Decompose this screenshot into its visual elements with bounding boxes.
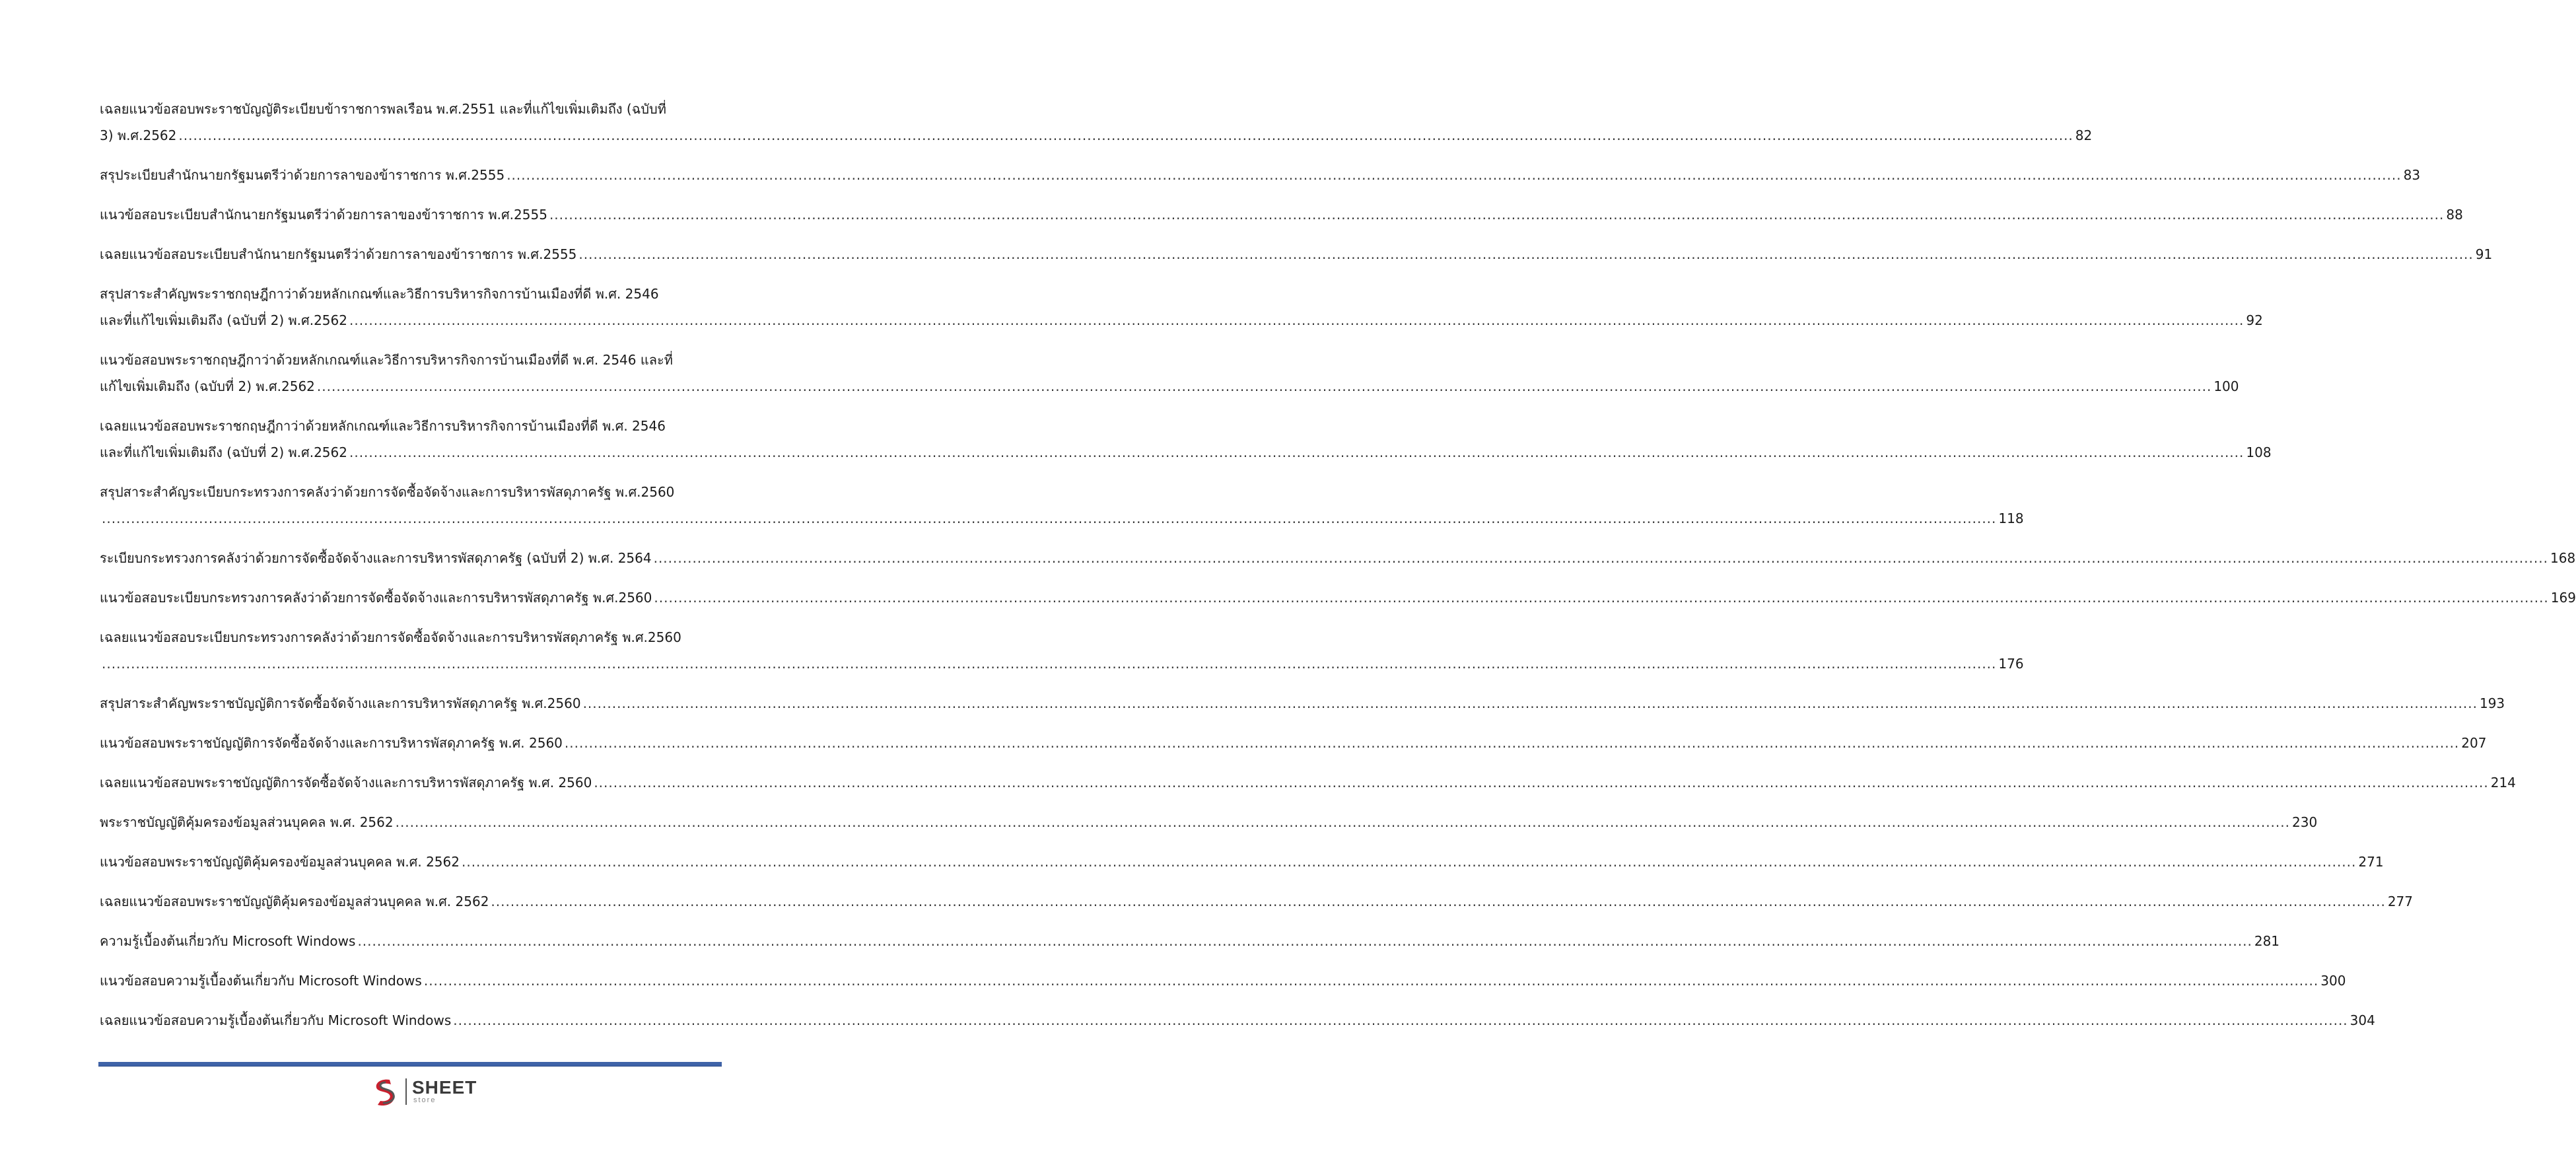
- toc-entry-title-line-1: เฉลยแนวข้อสอบพระราชบัญญัติระเบียบข้าราชการพลเรือน พ.ศ.2551 และที่แก้ไขเพิ่มเติมถึง (ฉบับที่: [100, 101, 666, 117]
- dot-leader: [317, 373, 2211, 400]
- dot-leader: [578, 241, 2473, 267]
- toc-entry[interactable]: [100, 584, 2576, 611]
- toc-entry-title: แนวข้อสอบความรู้เบื้องต้นเกี่ยวกับ Microsoft Windows: [100, 973, 422, 989]
- dot-leader: [654, 545, 2548, 571]
- toc-entry[interactable]: [100, 162, 2421, 188]
- toc-entry-title-line-1: เฉลยแนวข้อสอบระเบียบกระทรวงการคลังว่าด้วยการจัดซื้อจัดจ้างและการบริหารพัสดุภาครัฐ พ.ศ.2560: [100, 629, 681, 645]
- dot-leader: [594, 769, 2488, 796]
- toc-entry[interactable]: [100, 281, 2263, 334]
- toc-page-number: 118: [1998, 510, 2024, 526]
- toc-entry[interactable]: [100, 479, 2024, 532]
- toc-entry-title: แนวข้อสอบพระราชบัญญัติคุ้มครองข้อมูลส่วนบุคคล พ.ศ. 2562: [100, 854, 460, 870]
- dot-leader: [506, 162, 2401, 188]
- toc-entry[interactable]: [100, 545, 2576, 571]
- toc-page-number: 88: [2446, 207, 2463, 223]
- dot-leader: [491, 888, 2385, 915]
- table-of-contents: [100, 96, 2576, 1047]
- dot-leader: [102, 650, 1996, 677]
- toc-page-number: 83: [2403, 167, 2421, 183]
- sheet-store-logo: [370, 1073, 477, 1109]
- toc-entry[interactable]: [100, 809, 2318, 835]
- toc-entry-title: แนวข้อสอบระเบียบสำนักนายกรัฐมนตรีว่าด้วยการลาของข้าราชการ พ.ศ.2555: [100, 207, 547, 223]
- dot-leader: [565, 730, 2459, 756]
- toc-entry[interactable]: [100, 241, 2493, 267]
- toc-entry-title-line-2: แก้ไขเพิ่มเติมถึง (ฉบับที่ 2) พ.ศ.2562: [100, 378, 315, 394]
- toc-page-number: 300: [2320, 973, 2346, 989]
- toc-page-number: 193: [2479, 695, 2505, 711]
- dot-leader: [654, 584, 2548, 611]
- toc-page-number: 100: [2213, 378, 2239, 394]
- dot-leader: [349, 307, 2244, 334]
- toc-entry-title: เฉลยแนวข้อสอบความรู้เบื้องต้นเกี่ยวกับ Microsoft Windows: [100, 1012, 452, 1028]
- toc-page-number: 92: [2246, 312, 2263, 328]
- dot-leader: [453, 1007, 2348, 1034]
- toc-entry-title: ความรู้เบื้องต้นเกี่ยวกับ Microsoft Windows: [100, 933, 356, 949]
- logo-wordmark: [412, 1078, 477, 1104]
- toc-entry-title-line-1: สรุปสาระสำคัญพระราชกฤษฎีกาว่าด้วยหลักเกณฑ์และวิธีการบริหารกิจการบ้านเมืองที่ดี พ.ศ. 2546: [100, 286, 659, 302]
- toc-entry[interactable]: [100, 849, 2384, 875]
- toc-entry[interactable]: [100, 201, 2463, 228]
- toc-entry[interactable]: [100, 730, 2487, 756]
- toc-entry[interactable]: [100, 624, 2024, 677]
- dot-leader: [549, 201, 2444, 228]
- logo-separator: [405, 1078, 407, 1105]
- toc-entry[interactable]: [100, 967, 2346, 994]
- logo-title: SHEET: [412, 1077, 477, 1098]
- toc-entry[interactable]: [100, 928, 2280, 954]
- toc-page-number: 82: [2075, 127, 2093, 143]
- toc-page-number: 169: [2550, 590, 2576, 606]
- toc-entry[interactable]: [100, 888, 2414, 915]
- toc-page-number: 230: [2292, 814, 2318, 830]
- toc-page-number: 176: [1998, 656, 2024, 672]
- logo-subtitle: store: [413, 1096, 436, 1104]
- toc-entry-title-line-2: 3) พ.ศ.2562: [100, 127, 177, 143]
- toc-page-number: 277: [2387, 894, 2414, 909]
- toc-entry[interactable]: [100, 96, 2093, 149]
- toc-entry[interactable]: [100, 347, 2239, 400]
- toc-page-number: 214: [2490, 775, 2516, 790]
- footer-divider: [98, 1062, 722, 1067]
- toc-entry-title-line-1: แนวข้อสอบพระราชกฤษฎีกาว่าด้วยหลักเกณฑ์และวิธีการบริหารกิจการบ้านเมืองที่ดี พ.ศ. 2546 และที่: [100, 352, 673, 368]
- toc-entry-title: เฉลยแนวข้อสอบพระราชบัญญัติคุ้มครองข้อมูลส่วนบุคคล พ.ศ. 2562: [100, 894, 489, 909]
- dot-leader: [396, 809, 2290, 835]
- toc-entry[interactable]: [100, 1007, 2375, 1034]
- toc-entry-title-line-2: และที่แก้ไขเพิ่มเติมถึง (ฉบับที่ 2) พ.ศ.2562: [100, 312, 347, 328]
- toc-entry-title: ระเบียบกระทรวงการคลังว่าด้วยการจัดซื้อจัดจ้างและการบริหารพัสดุภาครัฐ (ฉบับที่ 2) พ.ศ. 2564: [100, 550, 652, 566]
- toc-page-number: 281: [2254, 933, 2280, 949]
- toc-entry[interactable]: [100, 690, 2505, 717]
- toc-page-number: 168: [2550, 550, 2576, 566]
- toc-page-number: 207: [2461, 735, 2487, 751]
- toc-entry-title: เฉลยแนวข้อสอบพระราชบัญญัติการจัดซื้อจัดจ้างและการบริหารพัสดุภาครัฐ พ.ศ. 2560: [100, 775, 592, 790]
- toc-entry-title-line-1: เฉลยแนวข้อสอบพระราชกฤษฎีกาว่าด้วยหลักเกณฑ์และวิธีการบริหารกิจการบ้านเมืองที่ดี พ.ศ. 2546: [100, 418, 666, 434]
- toc-entry-title: สรุประเบียบสำนักนายกรัฐมนตรีว่าด้วยการลาของข้าราชการ พ.ศ.2555: [100, 167, 505, 183]
- toc-entry-title: แนวข้อสอบพระราชบัญญัติการจัดซื้อจัดจ้างและการบริหารพัสดุภาครัฐ พ.ศ. 2560: [100, 735, 563, 751]
- toc-page-number: 304: [2350, 1012, 2375, 1028]
- toc-entry-title-line-1: สรุปสาระสำคัญระเบียบกระทรวงการคลังว่าด้วยการจัดซื้อจัดจ้างและการบริหารพัสดุภาครัฐ พ.ศ.2560: [100, 484, 675, 500]
- dot-leader: [424, 967, 2318, 994]
- dot-leader: [349, 439, 2244, 466]
- dot-leader: [178, 122, 2073, 149]
- dot-leader: [102, 505, 1996, 532]
- toc-entry-title: เฉลยแนวข้อสอบระเบียบสำนักนายกรัฐมนตรีว่าด้วยการลาของข้าราชการ พ.ศ.2555: [100, 246, 577, 262]
- toc-entry-title: สรุปสาระสำคัญพระราชบัญญัติการจัดซื้อจัดจ้างและการบริหารพัสดุภาครัฐ พ.ศ.2560: [100, 695, 581, 711]
- toc-entry-title-line-2: และที่แก้ไขเพิ่มเติมถึง (ฉบับที่ 2) พ.ศ.2562: [100, 444, 347, 460]
- toc-page-number: 91: [2475, 246, 2493, 262]
- sheet-store-logo-icon: [370, 1076, 401, 1107]
- toc-page-number: 108: [2246, 444, 2272, 460]
- dot-leader: [357, 928, 2252, 954]
- toc-page-number: 271: [2358, 854, 2384, 870]
- toc-entry-title: แนวข้อสอบระเบียบกระทรวงการคลังว่าด้วยการจัดซื้อจัดจ้างและการบริหารพัสดุภาครัฐ พ.ศ.2560: [100, 590, 652, 606]
- toc-entry[interactable]: [100, 413, 2272, 466]
- toc-entry[interactable]: [100, 769, 2516, 796]
- toc-entry-title: พระราชบัญญัติคุ้มครองข้อมูลส่วนบุคคล พ.ศ. 2562: [100, 814, 394, 830]
- dot-leader: [462, 849, 2356, 875]
- dot-leader: [583, 690, 2478, 717]
